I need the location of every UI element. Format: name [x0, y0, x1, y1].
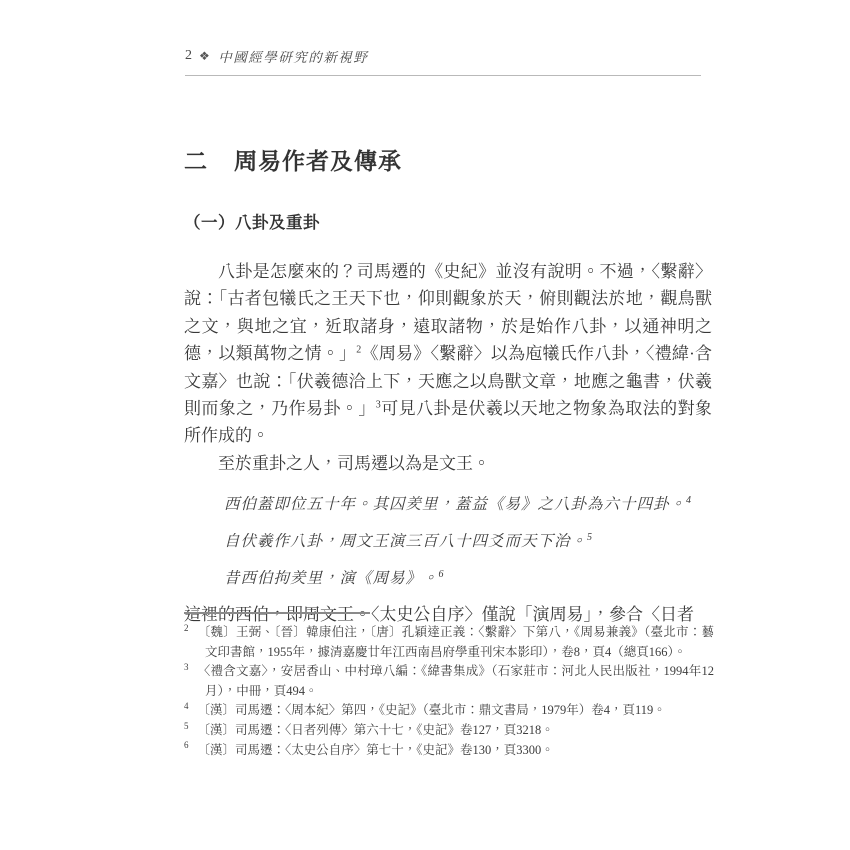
page-number: 2 [185, 48, 192, 63]
footnote-marker: 6 [184, 740, 189, 751]
footnote-text: 〔漢〕司馬遷：〈周本紀〉第四，《史記》（臺北市：鼎文書局，1979年）卷4，頁119。 [197, 703, 666, 718]
footnote-text: 〔魏〕王弼、〔晉〕韓康伯注，〔唐〕孔穎達正義：〈繫辭〉下第八，《周易兼義》（臺北市：藝文印書館，1955年，據清嘉慶廿年江西南昌府學重刊宋本影印），卷8，頁4（總頁166）。 [197, 625, 714, 659]
section-number: 二 [184, 148, 208, 174]
diamond-ornament-icon: ❖ [199, 48, 212, 63]
block-quote [224, 565, 712, 592]
footnote-item [184, 623, 714, 662]
footnote-ref: 3 [375, 399, 381, 411]
footnote-item [184, 701, 714, 721]
footnote-text: 〈禮含文嘉〉，安居香山、中村璋八編：《緯書集成》（石家莊市：河北人民出版社，1994年12月），中冊，頁494。 [197, 664, 714, 698]
body-paragraph: 這裡的西伯，即周文王。〈太史公自序〉僅說「演周易」，參合〈日者 [184, 605, 694, 625]
footnote-section [184, 612, 714, 760]
subsection-heading: （一）八卦及重卦 [184, 214, 320, 232]
section-title: 周易作者及傳承 [234, 148, 402, 174]
footnote-item [184, 662, 714, 701]
body-paragraph: 至於重卦之人，司馬遷以為是文王。 [218, 453, 490, 473]
footnote-text: 〔漢〕司馬遷：〈日者列傳〉第六十七，《史記》卷127，頁3218。 [197, 722, 554, 737]
quote-text: 西伯蓋即位五十年。其囚羑里，蓋益《易》之八卦為六十四卦。 [224, 496, 687, 514]
footnote-ref: 6 [438, 569, 445, 581]
paragraph-text: 可見八卦是伏羲以天地之物象為取法的對象所作成的。 [184, 399, 713, 446]
footnote-text: 〔漢〕司馬遷：〈太史公自序〉第七十，《史記》卷130，頁3300。 [197, 742, 554, 757]
section-heading [184, 143, 712, 176]
quote-text: 昔西伯拘羑里，演《周易》。 [224, 570, 439, 588]
body-paragraph [184, 258, 712, 450]
running-title: 中國經學研究的新視野 [218, 50, 369, 65]
page-content [184, 0, 712, 629]
footnote-separator [184, 612, 370, 614]
quote-text: 自伏羲作八卦，周文王演三百八十四爻而天下治。 [224, 533, 588, 551]
paragraph-text: 《周易》〈繫辭〉以為庖犧氏作八卦，〈禮緯·含文嘉〉也說：「伏羲德洽上下，天應之以鳥獸文章，地應之龜書，伏羲則而象之，乃作易卦。」 [184, 344, 712, 419]
footnote-item [184, 741, 714, 761]
quote-block [224, 491, 712, 592]
footnote-ref: 2 [356, 344, 362, 356]
paragraph-text: 八卦是怎麼來的？司馬遷的《史紀》並沒有說明。不過，〈繫辭〉說：「古者包犧氏之王天下也，仰則觀象於天，俯則觀法於地，觀鳥獸之文，與地之宜，近取諸身，遠取諸物，於是始作八卦，以通神明之德，以類萬物之情。」 [184, 262, 712, 364]
block-quote [224, 491, 712, 518]
block-quote [224, 528, 712, 555]
footnote-marker: 3 [184, 662, 189, 673]
footnote-marker: 5 [184, 720, 189, 731]
footnote-ref: 4 [686, 495, 693, 507]
footnote-marker: 2 [184, 622, 189, 633]
footnote-marker: 4 [184, 701, 189, 712]
footnote-ref: 5 [587, 532, 594, 544]
footnote-item [184, 721, 714, 741]
